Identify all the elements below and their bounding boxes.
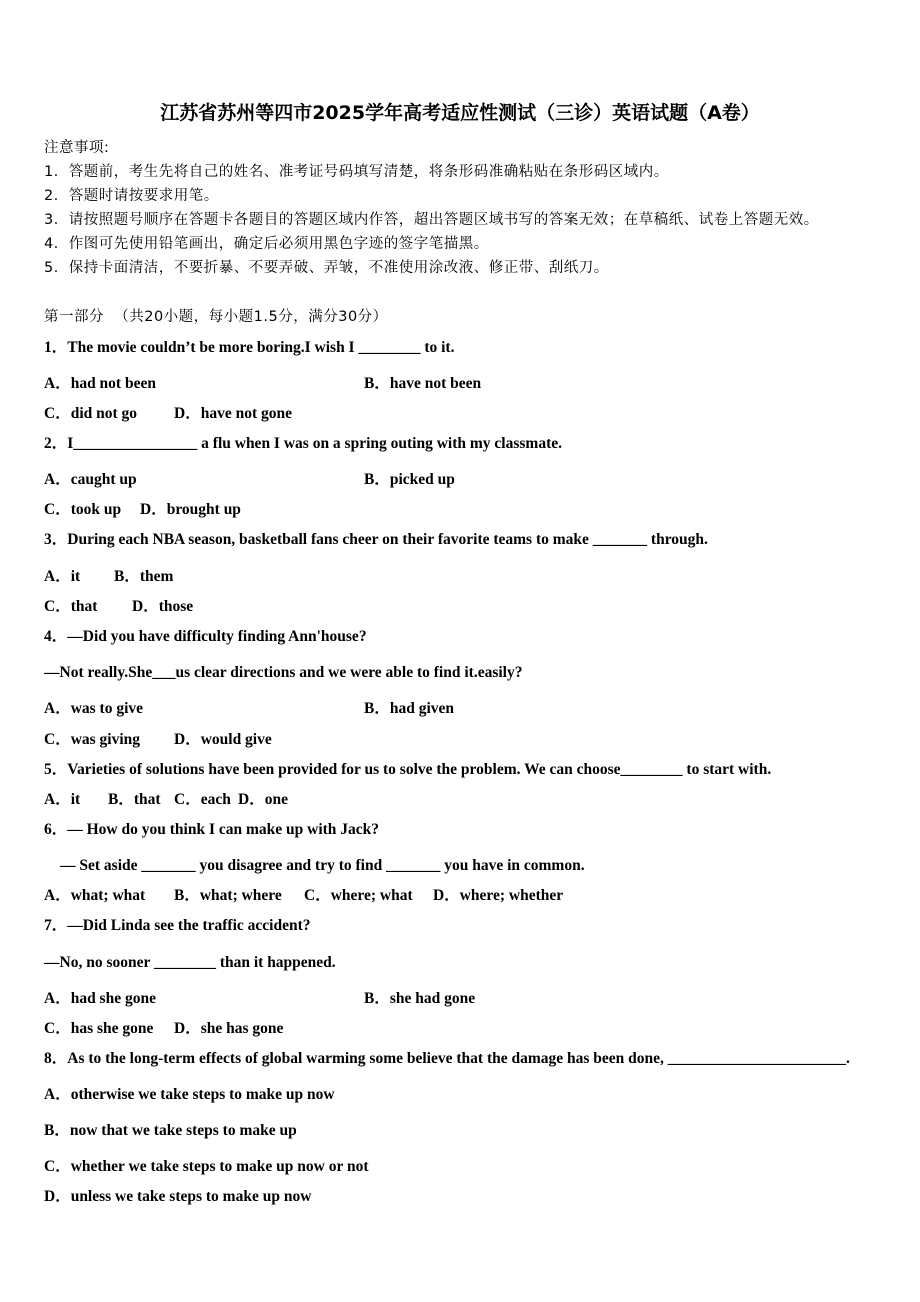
notice-heading: 注意事项: (44, 140, 110, 156)
question-stem: 2．I________________ a flu when I was on a spring outing with my classmate. (44, 435, 563, 452)
question-stem: 7．—Did Linda see the traffic accident? (44, 917, 311, 934)
page-title: 江苏省苏州等四市2025学年高考适应性测试（三诊）英语试题（A卷） (160, 102, 760, 124)
option: A．had not been (44, 375, 156, 392)
option: D．those (132, 598, 194, 615)
option: C．that (44, 598, 98, 615)
option: C．took up (44, 501, 122, 518)
option: B．that (108, 791, 161, 808)
question-stem: 1．The movie couldn’t be more boring.I wish I ________ to it. (44, 339, 455, 356)
notice-item: 2．答题时请按要求用笔。 (44, 188, 219, 204)
question-stem: 8．As to the long-term effects of global warming some believe that the damage has been done, _______________________. (44, 1050, 850, 1067)
notice-item: 3．请按照题号顺序在答题卡各题目的答题区域内作答，超出答题区域书写的答案无效；在草稿纸、试卷上答题无效。 (44, 212, 819, 228)
option: D．she has gone (174, 1020, 284, 1037)
option: C．was giving (44, 731, 141, 748)
option: A．caught up (44, 471, 137, 488)
option: B．she had gone (364, 990, 476, 1007)
option: B．them (114, 568, 174, 585)
option: D．where; whether (433, 887, 564, 904)
option: D．would give (174, 731, 272, 748)
question-stem: —No, no sooner ________ than it happened. (44, 954, 336, 971)
option: C．has she gone (44, 1020, 154, 1037)
question-stem: 3．During each NBA season, basketball fans cheer on their favorite teams to make _______ through. (44, 531, 708, 548)
option: D．unless we take steps to make up now (44, 1188, 312, 1205)
option: C．whether we take steps to make up now or not (44, 1158, 369, 1175)
option: A．it (44, 791, 81, 808)
question-stem: 4．—Did you have difficulty finding Ann'house? (44, 628, 367, 645)
notice-item: 1．答题前，考生先将自己的姓名、准考证号码填写清楚，将条形码准确粘贴在条形码区域内。 (44, 164, 669, 180)
option: C．did not go (44, 405, 138, 422)
option: D．one (238, 791, 288, 808)
option: B．now that we take steps to make up (44, 1122, 297, 1139)
question-stem: 5．Varieties of solutions have been provided for us to solve the problem. We can choose________ to start with. (44, 761, 772, 778)
option: B．what; where (174, 887, 282, 904)
question-stem: 6．— How do you think I can make up with Jack? (44, 821, 380, 838)
option: A．was to give (44, 700, 144, 717)
option: D．brought up (140, 501, 241, 518)
option: A．it (44, 568, 81, 585)
option: B．picked up (364, 471, 455, 488)
option: A．otherwise we take steps to make up now (44, 1086, 335, 1103)
section-heading: 第一部分 （共20小题，每小题1.5分，满分30分） (44, 309, 388, 325)
notice-item: 4．作图可先使用铅笔画出，确定后必须用黑色字迹的签字笔描黑。 (44, 236, 489, 252)
option: A．had she gone (44, 990, 156, 1007)
notice-item: 5．保持卡面清洁，不要折暴、不要弄破、弄皱，不准使用涂改液、修正带、刮纸刀。 (44, 260, 609, 276)
option: D．have not gone (174, 405, 292, 422)
option: A．what; what (44, 887, 146, 904)
question-stem: —Not really.She___us clear directions and we were able to find it.easily? (44, 664, 523, 681)
option: B．have not been (364, 375, 482, 392)
option: C．each (174, 791, 231, 808)
question-stem: — Set aside _______ you disagree and try to find _______ you have in common. (60, 857, 585, 874)
option: C．where; what (304, 887, 413, 904)
option: B．had given (364, 700, 455, 717)
